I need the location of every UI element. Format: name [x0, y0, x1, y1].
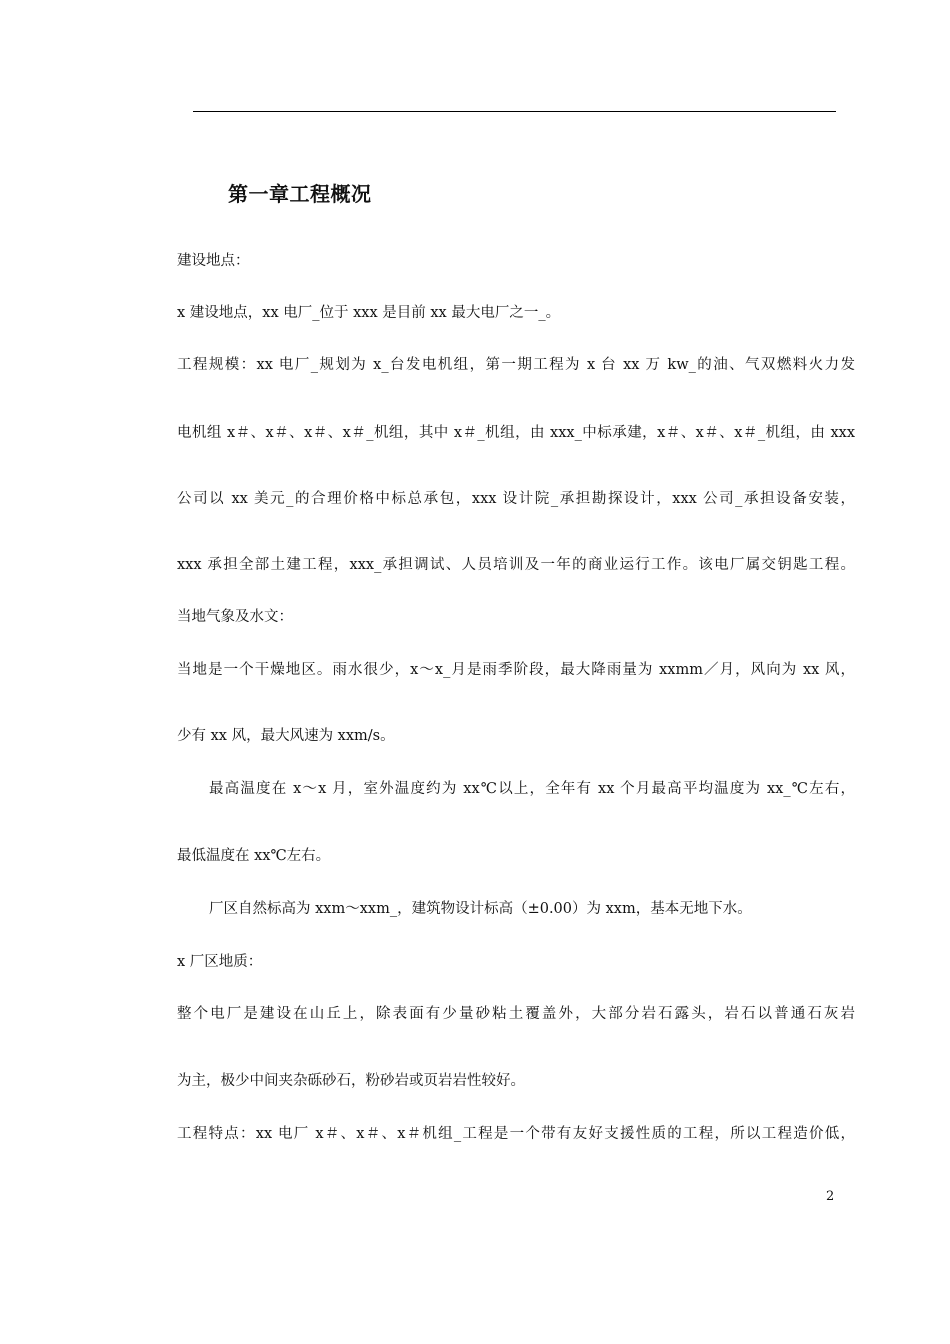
label-geology: x 厂区地质： — [177, 954, 263, 970]
paragraph-features-line-1: 工程特点：xx 电厂 x＃、x＃、x＃机组_工程是一个带有友好支援性质的工程，所以工程造价低， — [177, 1126, 855, 1142]
paragraph-weather-line-2: 少有 xx 风，最大风速为 xxm/s。 — [177, 728, 395, 744]
paragraph-temperature-line-1: 最高温度在 x～x 月，室外温度约为 xx℃以上，全年有 xx 个月最高平均温度为 xx_℃左右， — [209, 781, 855, 797]
page-number: 2 — [826, 1189, 835, 1204]
paragraph-scale-line-3: 公司以 xx 美元_的合理价格中标总承包，xxx 设计院_承担勘探设计，xxx 公司_承担设备安装， — [177, 491, 855, 507]
paragraph-scale-line-1: 工程规模：xx 电厂_规划为 x_台发电机组，第一期工程为 x 台 xx 万 kw_的油、气双燃料火力发 — [177, 357, 855, 373]
paragraph-weather-line-1: 当地是一个干燥地区。雨水很少，x～x_月是雨季阶段，最大降雨量为 xxmm／月，风向为 xx 风， — [177, 662, 855, 678]
label-construction-site: 建设地点： — [177, 253, 250, 269]
paragraph-geology-line-1: 整个电厂是建设在山丘上，除表面有少量砂粘土覆盖外，大部分岩石露头，岩石以普通石灰岩 — [177, 1006, 855, 1022]
label-weather-hydrology: 当地气象及水文： — [177, 609, 293, 625]
paragraph-elevation: 厂区自然标高为 xxm～xxm_，建筑物设计标高（±0.00）为 xxm，基本无地下水。 — [209, 901, 752, 917]
chapter-title: 第一章工程概况 — [228, 182, 372, 206]
paragraph-scale-line-2: 电机组 x＃、x＃、x＃、x＃_机组，其中 x＃_机组，由 xxx_中标承建，x＃、x＃、x＃_机组，由 xxx — [177, 425, 855, 441]
paragraph-site-description: x 建设地点，xx 电厂_位于 xxx 是目前 xx 最大电厂之一_。 — [177, 305, 561, 321]
header-rule — [193, 111, 836, 112]
paragraph-temperature-line-2: 最低温度在 xx℃左右。 — [177, 848, 331, 864]
paragraph-geology-line-2: 为主，极少中间夹杂砾砂石，粉砂岩或页岩岩性较好。 — [177, 1073, 525, 1089]
paragraph-scale-line-4: xxx 承担全部土建工程，xxx_承担调试、人员培训及一年的商业运行工作。该电厂属交钥匙工程。 — [177, 557, 855, 573]
